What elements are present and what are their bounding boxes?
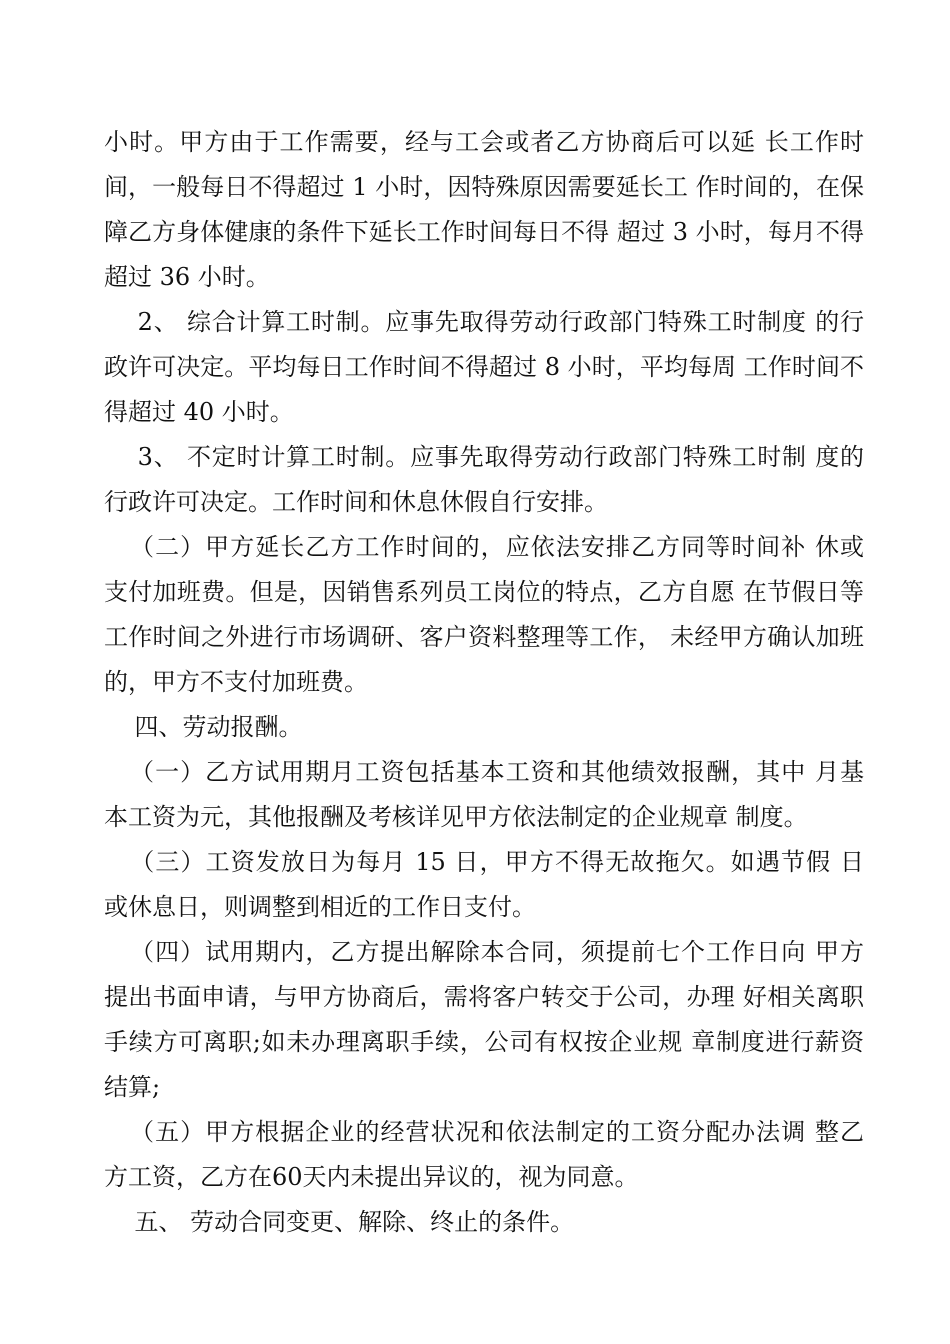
text-line: 2、 综合计算工时制。应事先取得劳动行政部门特殊工时制度 的行	[104, 308, 864, 336]
text-line: 或休息日，则调整到相近的工作日支付。	[104, 893, 536, 921]
text-line: 的，甲方不支付加班费。	[104, 668, 368, 696]
text-line: 3、 不定时计算工时制。应事先取得劳动行政部门特殊工时制 度的	[104, 443, 864, 471]
text-line: 行政许可决定。工作时间和休息休假自行安排。	[104, 488, 608, 516]
text-line: 小时。甲方由于工作需要，经与工会或者乙方协商后可以延 长工作时	[104, 128, 864, 156]
text-line: （五）甲方根据企业的经营状况和依法制定的工资分配办法调 整乙	[104, 1118, 864, 1146]
text-line: 得超过 40 小时。	[104, 398, 294, 426]
text-line: 支付加班费。但是，因销售系列员工岗位的特点，乙方自愿 在节假日等	[104, 578, 864, 606]
text-line: 工作时间之外进行市场调研、客户资料整理等工作， 未经甲方确认加班	[104, 623, 864, 651]
text-line: （三）工资发放日为每月 15 日，甲方不得无故拖欠。如遇节假 日	[104, 848, 864, 876]
text-line: 政许可决定。平均每日工作时间不得超过 8 小时，平均每周 工作时间不	[104, 353, 864, 381]
text-line: （四）试用期内，乙方提出解除本合同，须提前七个工作日向 甲方	[104, 938, 864, 966]
text-line: 方工资，乙方在60天内未提出异议的，视为同意。	[104, 1163, 639, 1191]
section-heading: 四、劳动报酬。	[104, 713, 303, 741]
text-line: 提出书面申请，与甲方协商后，需将客户转交于公司，办理 好相关离职	[104, 983, 864, 1011]
text-line: 本工资为元，其他报酬及考核详见甲方依法制定的企业规章 制度。	[104, 803, 808, 831]
text-line: 超过 36 小时。	[104, 263, 270, 291]
text-line: （二）甲方延长乙方工作时间的，应依法安排乙方同等时间补 休或	[104, 533, 864, 561]
text-line: 间，一般每日不得超过 1 小时，因特殊原因需要延长工 作时间的，在保	[104, 173, 864, 201]
section-heading: 五、 劳动合同变更、解除、终止的条件。	[104, 1208, 575, 1236]
text-line: 手续方可离职;如未办理离职手续，公司有权按企业规 章制度进行薪资	[104, 1028, 864, 1056]
text-line: 结算;	[104, 1073, 161, 1101]
text-line: （一）乙方试用期月工资包括基本工资和其他绩效报酬，其中 月基	[104, 758, 864, 786]
text-line: 障乙方身体健康的条件下延长工作时间每日不得 超过 3 小时，每月不得	[104, 218, 864, 246]
